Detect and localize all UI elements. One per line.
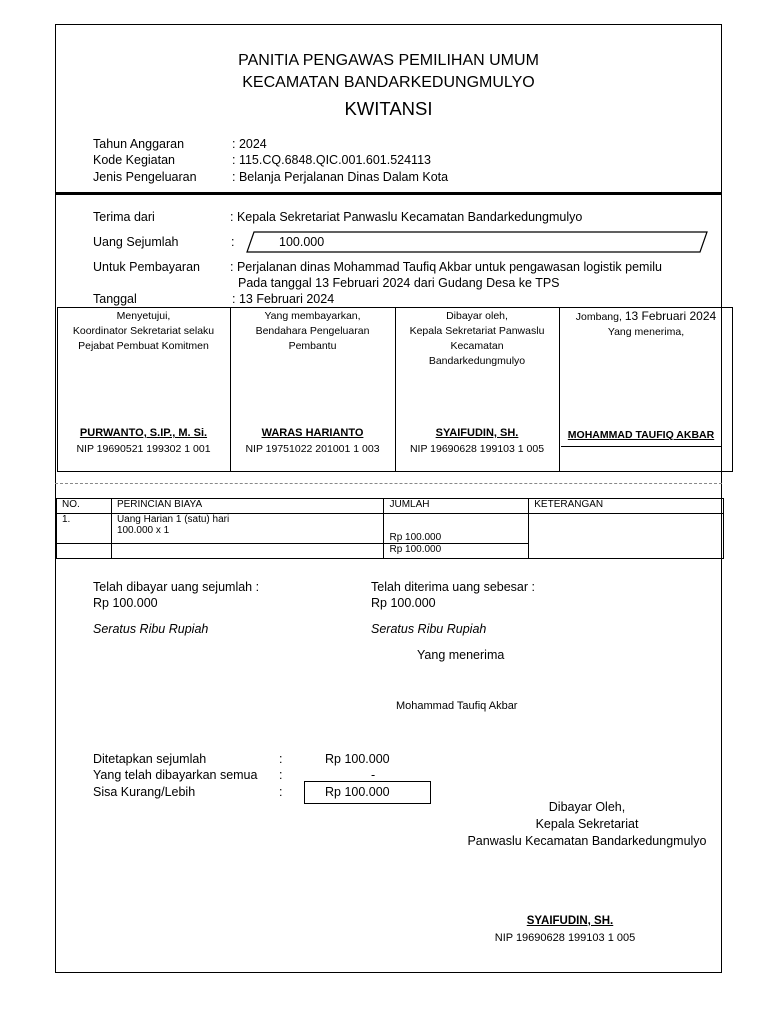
row-amount: Rp 100.000 [384,514,529,544]
cost-header-row [57,499,724,514]
col-amount-header: JUMLAH [384,499,529,514]
uang-label: Uang Sejumlah [93,235,179,249]
recv-title: Yang menerima [417,648,505,662]
col-note-header: KETERANGAN [529,499,724,514]
sig2-line3: Pembantu [288,340,337,352]
sig3-line3: Kecamatan [450,340,504,352]
summary-colon-3: : [279,785,283,799]
uang-value: 100.000 [279,235,325,249]
footer-nip: NIP 19690628 199103 1 005 [494,932,636,944]
sig-col-1 [57,309,230,354]
info-label-tahun: Tahun Anggaran [93,137,185,151]
cost-table [56,498,724,559]
recv-words: Seratus Ribu Rupiah [371,622,487,636]
col-no-header: NO. [57,499,112,514]
sig-col-3 [395,309,559,369]
sig4-name: MOHAMMAD TAUFIQ AKBAR [567,429,715,441]
info-value-jenis: : Belanja Perjalanan Dinas Dalam Kota [232,170,449,184]
sig3-line2: Kepala Sekretariat Panwaslu [409,325,545,337]
summary-colon-2: : [279,768,283,782]
sig1-name: PURWANTO, S.IP., M. Si. [79,427,208,439]
paid-amount: Rp 100.000 [93,596,158,610]
recv-label: Telah diterima uang sebesar : [371,580,535,594]
sig-col-2 [230,309,395,354]
sig2-name: WARAS HARIANTO [261,427,364,439]
row-no: 1. [57,514,112,544]
info-label-jenis: Jenis Pengeluaran [93,170,197,184]
summary-label-3: Sisa Kurang/Lebih [93,785,196,799]
paid-label: Telah dibayar uang sejumlah : [93,580,260,594]
tanggal-value: : 13 Februari 2024 [232,292,335,306]
row-desc-line1: Uang Harian 1 (satu) hari [116,514,230,525]
footer-line2: Kepala Sekretariat [535,817,639,831]
row-desc-line2: 100.000 x 1 [116,525,170,536]
sig1-nip: NIP 19690521 199302 1 001 [76,443,211,455]
terima-label: Terima dari [93,210,155,224]
header-line1: PANITIA PENGAWAS PEMILIHAN UMUM [238,52,539,69]
sig3-line4: Bandarkedungmulyo [428,355,526,367]
sig1-line3: Pejabat Pembuat Komitmen [78,340,209,352]
table-row [57,514,724,544]
header-divider [55,192,722,195]
paid-words: Seratus Ribu Rupiah [93,622,209,636]
untuk-label: Untuk Pembayaran [93,260,201,274]
footer-line3: Panwaslu Kecamatan Bandarkedungmulyo [467,834,707,848]
sig3-name: SYAIFUDIN, SH. [435,427,519,439]
recv-name: Mohammad Taufiq Akbar [396,700,518,712]
sig4-underline-bar [561,446,722,447]
footer-line1: Dibayar Oleh, [548,800,626,814]
sig4-date: 13 Februari 2024 [624,309,717,323]
sig2-line1: Yang membayarkan, [264,310,361,322]
footer-name: SYAIFUDIN, SH. [526,915,614,927]
info-value-tahun: : 2024 [232,137,267,151]
row-desc [111,514,384,544]
info-value-kode: : 115.CQ.6848.QIC.001.601.524113 [232,153,431,167]
uang-colon: : [231,235,235,249]
summary-label-2: Yang telah dibayarkan semua [93,768,258,782]
untuk-line2: Pada tanggal 13 Februari 2024 dari Gudang Desa ke TPS [238,276,560,290]
sig2-line2: Bendahara Pengeluaran [255,325,370,337]
tanggal-label: Tanggal [93,292,137,306]
sig1-line2: Koordinator Sekretariat selaku [72,325,215,337]
total-desc [111,544,384,559]
header-line2: KECAMATAN BANDARKEDUNGMULYO [242,74,535,91]
sig-col-4 [559,309,733,340]
sig4-line1: Jombang, [575,311,622,323]
recv-amount: Rp 100.000 [371,596,436,610]
terima-value: : Kepala Sekretariat Panwaslu Kecamatan Bandarkedungmulyo [230,210,583,224]
sig3-line1: Dibayar oleh, [446,310,508,322]
summary-label-1: Ditetapkan sejumlah [93,752,207,766]
sig4-date-line [559,309,733,325]
summary-colon-1: : [279,752,283,766]
total-no [57,544,112,559]
untuk-line1: : Perjalanan dinas Mohammad Taufiq Akbar untuk pengawasan logistik pemilu [230,260,662,274]
sig4-line2: Yang menerima, [607,326,685,338]
summary-value-1: Rp 100.000 [325,752,390,766]
sig1-line1: Menyetujui, [116,310,171,322]
info-label-kode: Kode Kegiatan [93,153,176,167]
sig3-nip: NIP 19690628 199103 1 005 [409,443,545,455]
col-desc-header: PERINCIAN BIAYA [111,499,384,514]
total-amount: Rp 100.000 [384,544,529,559]
document-title: KWITANSI [344,98,433,119]
summary-value-3: Rp 100.000 [325,785,390,799]
row-note [529,514,724,559]
sig2-nip: NIP 19751022 201001 1 003 [245,443,380,455]
cut-line [55,483,722,484]
summary-value-2: - [371,768,376,782]
